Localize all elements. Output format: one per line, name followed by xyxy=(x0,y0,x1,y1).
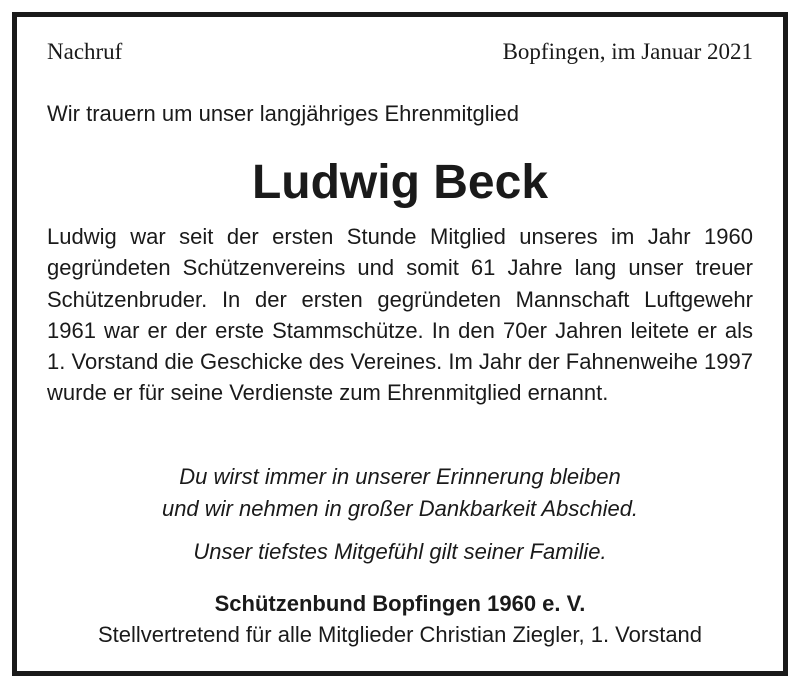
memorial-quote xyxy=(47,461,753,525)
quote-line-1: Du wirst immer in unserer Erinnerung bleiben xyxy=(179,464,621,489)
deceased-name: Ludwig Beck xyxy=(251,156,549,209)
quote-line-2: und wir nehmen in großer Dankbarkeit Abschied. xyxy=(161,496,639,521)
signature-line: Stellvertretend für alle Mitglieder Christian Ziegler, 1. Vorstand xyxy=(97,622,703,647)
obituary-content xyxy=(47,17,753,671)
place-date: Bopfingen, im Januar 2021 xyxy=(502,39,753,64)
condolence-line: Unser tiefstes Mitgefühl gilt seiner Familie. xyxy=(193,539,607,564)
obituary-header xyxy=(47,39,753,69)
notice-type: Nachruf xyxy=(47,39,123,64)
obituary-frame xyxy=(12,12,788,676)
organization-name: Schützenbund Bopfingen 1960 e. V. xyxy=(214,591,586,616)
body-paragraph: Ludwig war seit der ersten Stunde Mitglied unseres im Jahr 1960 gegründeten Schützenvereins und somit 61 Jahre lang unser treuer Schützenbruder. In der ersten gegründeten Mannschaft Luftgewehr 1961 war er der erste Stammschütze. In den 70er Jahren leitete er als 1. Vorstand die Geschicke des Vereines. Im Jahr der Fahnenweihe 1997 wurde er für seine Verdienste zum Ehrenmitglied ernannt. xyxy=(47,224,753,406)
intro-line: Wir trauern um unser langjähriges Ehrenmitglied xyxy=(47,101,519,126)
